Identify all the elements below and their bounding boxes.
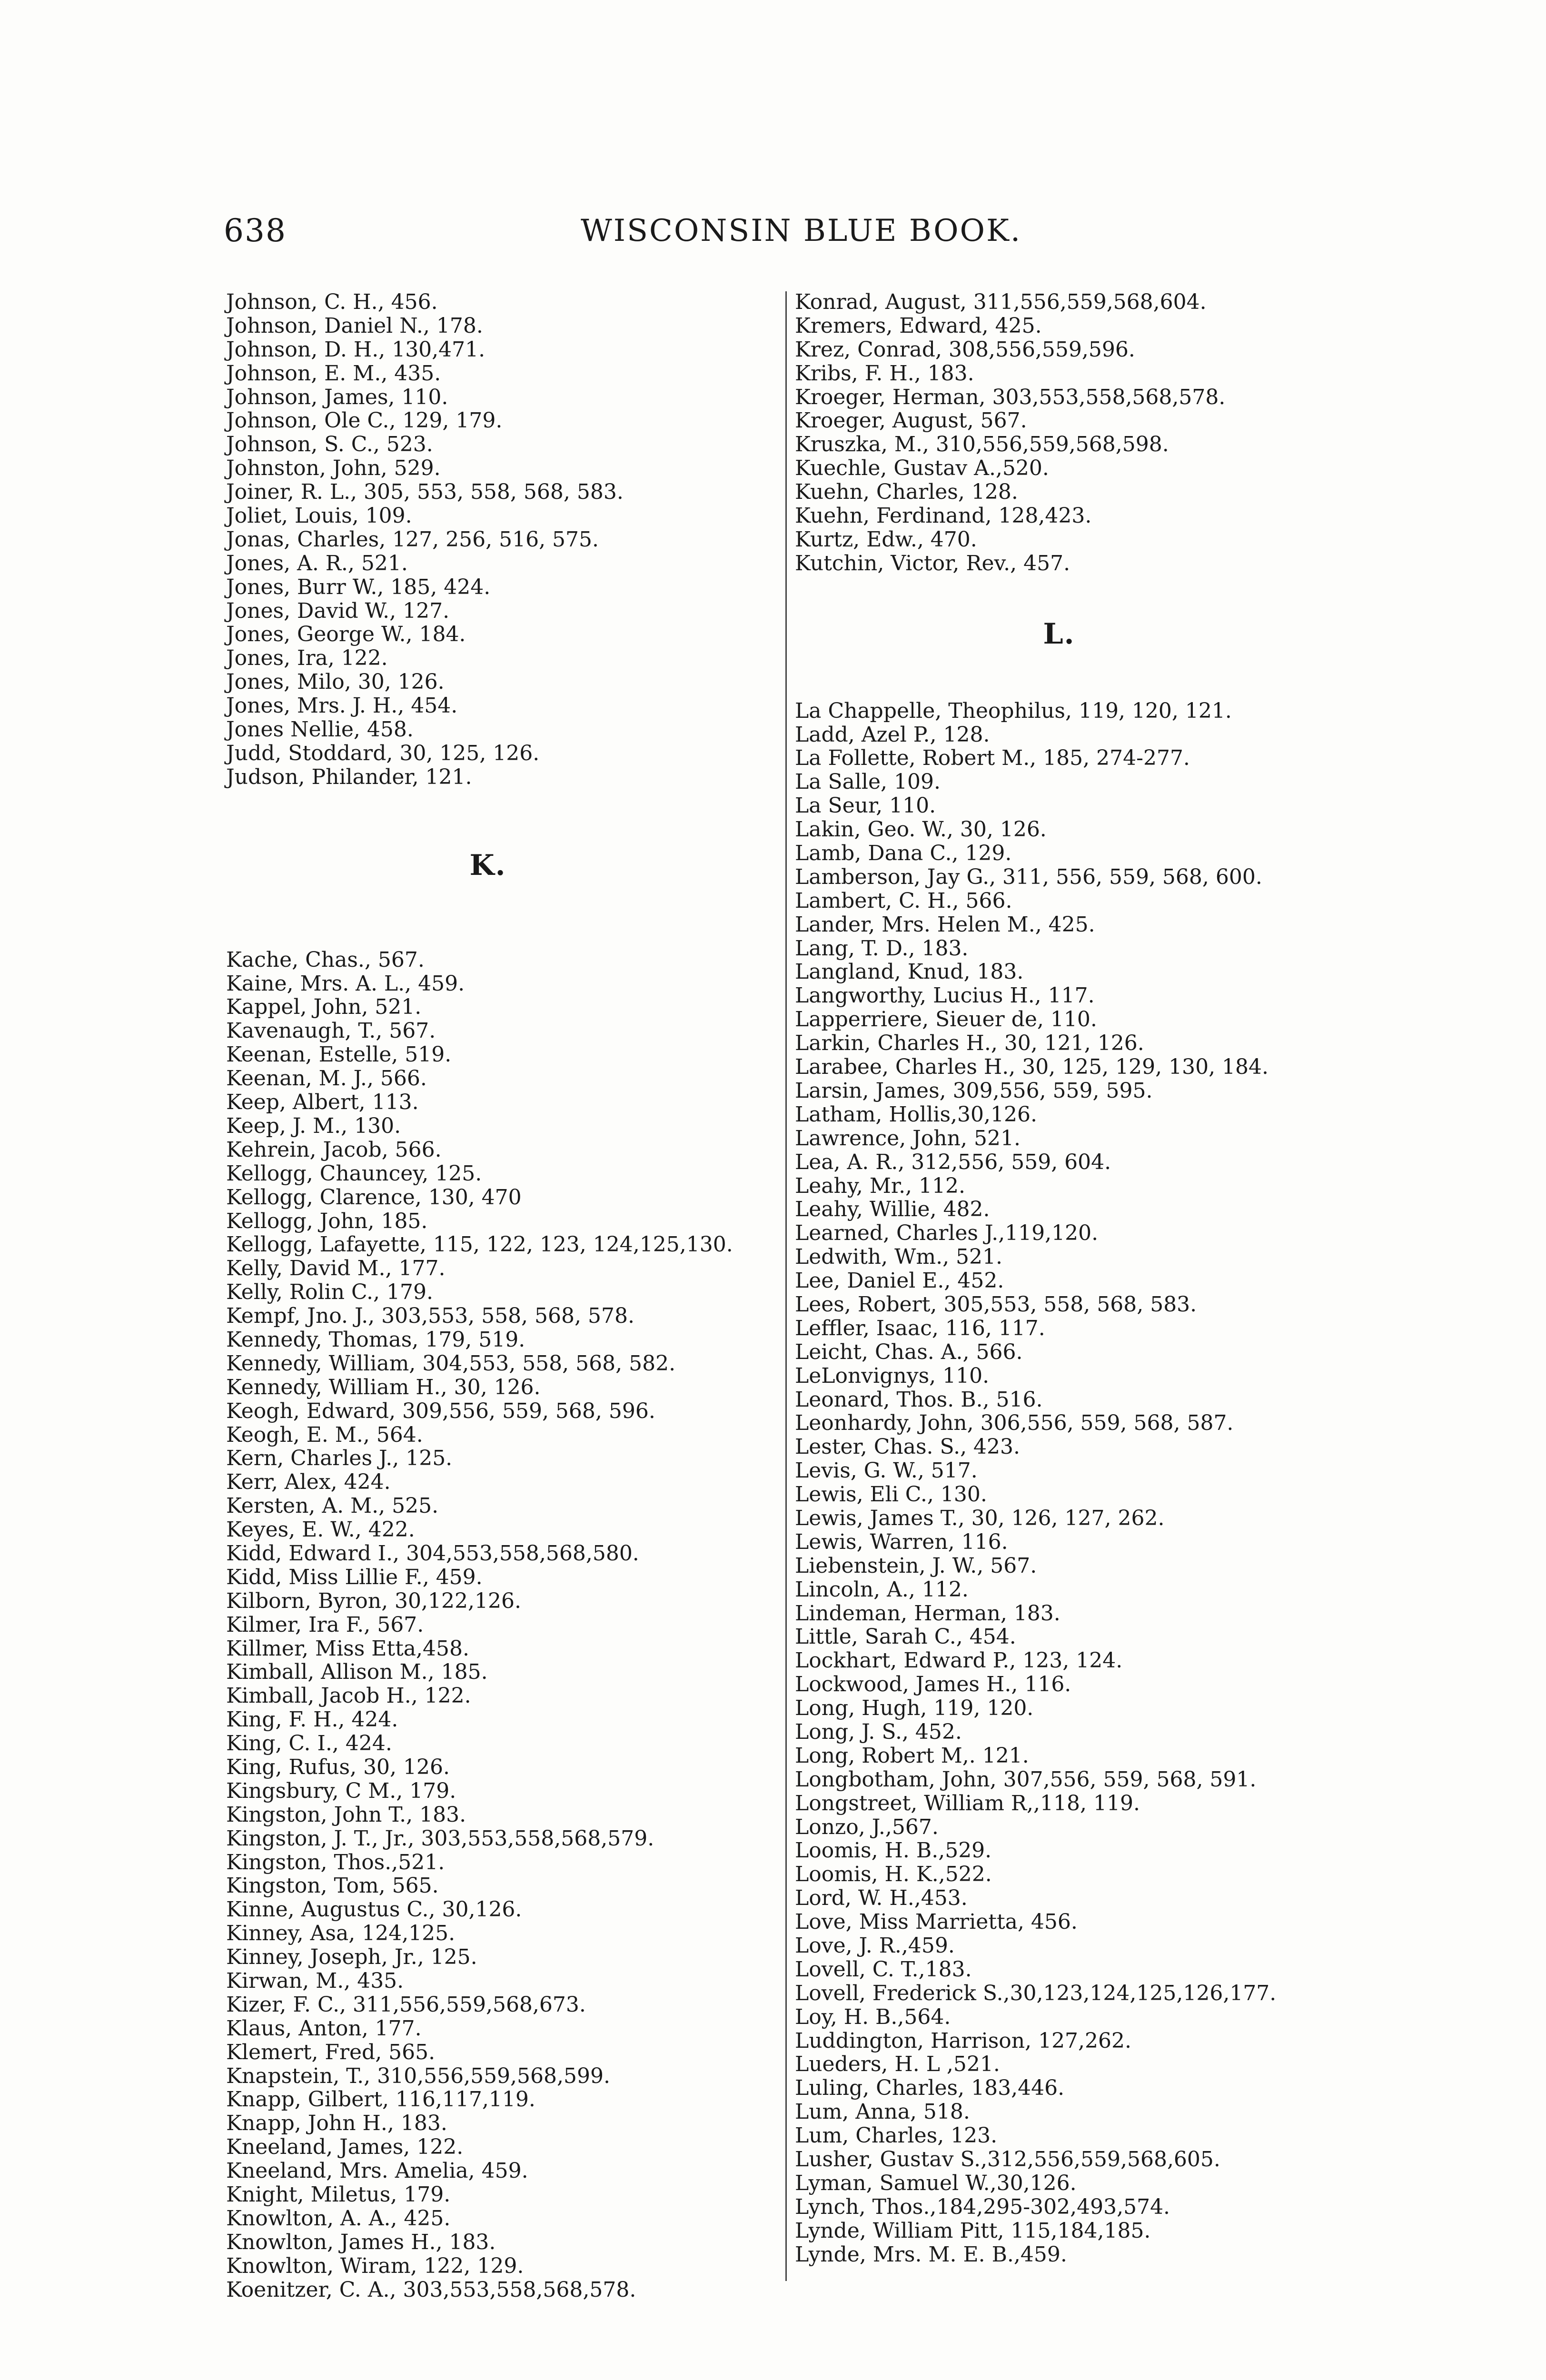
index-entry: LeLonvignys, 110. (795, 1363, 990, 1388)
index-entry: Kellogg, Lafayette, 115, 122, 123, 124,125,130. (226, 1232, 733, 1257)
index-entry: Loomis, H. K.,522. (795, 1862, 992, 1887)
index-entry: Levis, G. W., 517. (795, 1458, 978, 1483)
index-entry: Johnson, Daniel N., 178. (226, 313, 483, 338)
index-entry: Kelly, Rolin C., 179. (226, 1280, 433, 1305)
index-entry: Larabee, Charles H., 30, 125, 129, 130, 184. (795, 1055, 1269, 1080)
page-header (224, 209, 1271, 252)
index-entry: Kinne, Augustus C., 30,126. (226, 1897, 522, 1922)
index-entry: Kribs, F. H., 183. (795, 361, 974, 386)
index-entry: Leicht, Chas. A., 566. (795, 1339, 1023, 1364)
index-entry: Lyman, Samuel W.,30,126. (795, 2171, 1077, 2195)
index-entry: Love, Miss Marrietta, 456. (795, 1910, 1078, 1934)
index-entry: Kneeland, James, 122. (226, 2135, 464, 2160)
index-entry: Lewis, Eli C., 130. (795, 1482, 987, 1507)
index-entry: Keep, J. M., 130. (226, 1113, 401, 1138)
index-entry: Kempf, Jno. J., 303,553, 558, 568, 578. (226, 1304, 634, 1329)
index-entry: Keep, Albert, 113. (226, 1090, 419, 1115)
index-entry: Klemert, Fred, 565. (226, 2040, 436, 2064)
index-entry: Johnson, D. H., 130,471. (226, 337, 486, 362)
index-entry: Lockhart, Edward P., 123, 124. (795, 1648, 1123, 1673)
index-entry: Kingsbury, C M., 179. (226, 1778, 456, 1803)
index-entry: Jonas, Charles, 127, 256, 516, 575. (226, 527, 599, 552)
index-entry: Kizer, F. C., 311,556,559,568,673. (226, 1992, 586, 2017)
index-entry: Kehrein, Jacob, 566. (226, 1137, 442, 1162)
index-entry: Lee, Daniel E., 452. (795, 1269, 1004, 1293)
index-entry: Lonzo, J.,567. (795, 1815, 939, 1839)
j-entries (226, 290, 773, 789)
index-entry: Joliet, Louis, 109. (226, 504, 412, 528)
index-entry: Lamberson, Jay G., 311, 556, 559, 568, 600. (795, 864, 1262, 889)
index-entry: Kerr, Alex, 424. (226, 1470, 391, 1495)
index-entry: Joiner, R. L., 305, 553, 558, 568, 583. (226, 480, 624, 505)
index-entry: Ladd, Azel P., 128. (795, 722, 990, 747)
index-entry: Kilmer, Ira F., 567. (226, 1612, 424, 1637)
index-entry: Knowlton, James H., 183. (226, 2230, 496, 2254)
index-entry: Johnson, James, 110. (226, 385, 448, 409)
index-entry: Kuehn, Ferdinand, 128,423. (795, 504, 1092, 528)
index-entry: Kelly, David M., 177. (226, 1256, 446, 1281)
index-entry: Kache, Chas., 567. (226, 947, 425, 972)
index-entry: Leonard, Thos. B., 516. (795, 1387, 1043, 1412)
index-entry: Jones, Ira, 122. (226, 646, 388, 671)
index-entry: La Follette, Robert M., 185, 274-277. (795, 746, 1190, 771)
index-entry: La Chappelle, Theophilus, 119, 120, 121. (795, 698, 1232, 723)
index-entry: Keogh, E. M., 564. (226, 1422, 423, 1447)
l-entries (795, 699, 1342, 2267)
index-entry: Kavenaugh, T., 567. (226, 1019, 436, 1043)
index-entry: Kellogg, John, 185. (226, 1209, 428, 1233)
index-entry: Jones, Mrs. J. H., 454. (226, 694, 458, 718)
index-entry: Kellogg, Clarence, 130, 470 (226, 1185, 522, 1210)
index-entry: Lynch, Thos.,184,295-302,493,574. (795, 2194, 1170, 2219)
index-entry: Keyes, E. W., 422. (226, 1517, 415, 1542)
index-entry: Krez, Conrad, 308,556,559,596. (795, 337, 1135, 362)
index-entry: Knapp, Gilbert, 116,117,119. (226, 2087, 535, 2112)
index-entry: King, Rufus, 30, 126. (226, 1755, 450, 1779)
index-entry: Johnson, Ole C., 129, 179. (226, 408, 503, 433)
index-entry: Lindeman, Herman, 183. (795, 1601, 1060, 1626)
index-entry: Knowlton, A. A., 425. (226, 2206, 451, 2231)
index-entry: Johnson, S. C., 523. (226, 432, 433, 457)
index-entry: Luddington, Harrison, 127,262. (795, 2028, 1132, 2053)
index-entry: Long, Robert M,. 121. (795, 1743, 1029, 1768)
index-entry: Luling, Charles, 183,446. (795, 2076, 1065, 2101)
index-entry: Larsin, James, 309,556, 559, 595. (795, 1078, 1153, 1103)
index-entry: Jones, Burr W., 185, 424. (226, 575, 491, 599)
index-entry: Lord, W. H.,453. (795, 1886, 968, 1911)
index-entry: Longbotham, John, 307,556, 559, 568, 591. (795, 1767, 1257, 1792)
index-entry: Lewis, James T., 30, 126, 127, 262. (795, 1506, 1165, 1530)
index-entry: Kurtz, Edw., 470. (795, 527, 977, 552)
index-entry: Kroeger, August, 567. (795, 408, 1027, 433)
index-entry: Lea, A. R., 312,556, 559, 604. (795, 1150, 1111, 1174)
index-entry: Kingston, John T., 183. (226, 1802, 466, 1827)
index-entry: Liebenstein, J. W., 567. (795, 1553, 1037, 1578)
index-entry: Learned, Charles J.,119,120. (795, 1221, 1099, 1246)
index-entry: Lynde, Mrs. M. E. B.,459. (795, 2242, 1067, 2267)
index-entry: Little, Sarah C., 454. (795, 1625, 1016, 1649)
index-entry: Kuechle, Gustav A.,520. (795, 456, 1049, 481)
index-entry: Jones, George W., 184. (226, 622, 466, 647)
index-entry: Kinney, Joseph, Jr., 125. (226, 1945, 477, 1970)
index-entry: Kremers, Edward, 425. (795, 313, 1042, 338)
index-entry: Jones, Milo, 30, 126. (226, 670, 445, 694)
index-entry: Latham, Hollis,30,126. (795, 1102, 1037, 1127)
index-entry: Leffler, Isaac, 116, 117. (795, 1316, 1045, 1340)
index-entry: Kuehn, Charles, 128. (795, 480, 1018, 505)
index-entry: Kingston, J. T., Jr., 303,553,558,568,579. (226, 1826, 654, 1851)
index-entry: King, C. I., 424. (226, 1731, 392, 1756)
index-entry: Judson, Philander, 121. (226, 764, 472, 789)
index-entry: Kruszka, M., 310,556,559,568,598. (795, 432, 1169, 457)
page-number: 638 (224, 212, 287, 249)
right-column (795, 290, 1342, 2266)
index-entry: Lueders, H. L ,521. (795, 2052, 1000, 2077)
index-entry: Kidd, Edward I., 304,553,558,568,580. (226, 1541, 639, 1566)
index-entry: King, F. H., 424. (226, 1707, 398, 1732)
index-entry: Langland, Knud, 183. (795, 960, 1024, 984)
index-entry: Leahy, Mr., 112. (795, 1173, 965, 1198)
index-entry: Kneeland, Mrs. Amelia, 459. (226, 2159, 528, 2183)
index-entry: Lusher, Gustav S.,312,556,559,568,605. (795, 2147, 1220, 2172)
index-entry: Jones, A. R., 521. (226, 551, 408, 575)
index-entry: Knowlton, Wiram, 122, 129. (226, 2253, 524, 2278)
index-entry: Kimball, Allison M., 185. (226, 1660, 488, 1685)
index-entry: Leahy, Willie, 482. (795, 1197, 990, 1222)
index-entry: Lum, Charles, 123. (795, 2123, 998, 2148)
index-entry: Kingston, Thos.,521. (226, 1850, 445, 1874)
index-entry: Johnson, C. H., 456. (226, 290, 438, 314)
index-entry: Lamb, Dana C., 129. (795, 841, 1012, 866)
index-entry: Lander, Mrs. Helen M., 425. (795, 912, 1095, 937)
index-entry: Killmer, Miss Etta,458. (226, 1636, 469, 1661)
index-entry: Lovell, C. T.,183. (795, 1957, 972, 1982)
index-entry: Johnston, John, 529. (226, 456, 441, 481)
index-entry: Knight, Miletus, 179. (226, 2182, 451, 2207)
index-entry: Kennedy, William, 304,553, 558, 568, 582. (226, 1351, 676, 1376)
index-entry: Kaine, Mrs. A. L., 459. (226, 971, 465, 996)
index-entry: Lees, Robert, 305,553, 558, 568, 583. (795, 1292, 1197, 1317)
index-entry: Lynde, William Pitt, 115,184,185. (795, 2218, 1151, 2243)
section-heading-k: K. (469, 848, 506, 882)
index-entry: Kellogg, Chauncey, 125. (226, 1161, 482, 1186)
index-entry: Lakin, Geo. W., 30, 126. (795, 817, 1047, 842)
index-entry: Kutchin, Victor, Rev., 457. (795, 551, 1070, 575)
running-title: WISCONSIN BLUE BOOK. (581, 213, 1022, 248)
k-entries (226, 948, 773, 2302)
index-entry: Lawrence, John, 521. (795, 1126, 1021, 1150)
index-entry: Knapstein, T., 310,556,559,568,599. (226, 2063, 610, 2088)
index-entry: Kern, Charles J., 125. (226, 1446, 453, 1471)
column-divider (785, 291, 787, 2281)
index-entry: Loomis, H. B.,529. (795, 1838, 992, 1863)
index-entry: Kirwan, M., 435. (226, 1969, 404, 1993)
index-entry: Lang, T. D., 183. (795, 936, 969, 961)
index-entry: Kappel, John, 521. (226, 995, 422, 1020)
index-entry: Keenan, M. J., 566. (226, 1066, 427, 1091)
index-entry: Langworthy, Lucius H., 117. (795, 983, 1095, 1008)
index-entry: Kinney, Asa, 124,125. (226, 1921, 456, 1946)
index-entry: Jones, David W., 127. (226, 598, 450, 623)
left-column (226, 290, 773, 2301)
index-entry: Long, J. S., 452. (795, 1719, 962, 1744)
index-entry: Kidd, Miss Lillie F., 459. (226, 1565, 483, 1589)
index-entry: Ledwith, Wm., 521. (795, 1245, 1003, 1269)
index-entry: Kilborn, Byron, 30,122,126. (226, 1588, 521, 1613)
index-entry: Lum, Anna, 518. (795, 2100, 970, 2124)
index-entry: Konrad, August, 311,556,559,568,604. (795, 290, 1207, 314)
index-entry: Keenan, Estelle, 519. (226, 1042, 452, 1067)
index-entry: Knapp, John H., 183. (226, 2111, 447, 2136)
index-entry: La Seur, 110. (795, 793, 936, 818)
section-heading-l: L. (1043, 617, 1075, 651)
index-entry: Love, J. R.,459. (795, 1934, 955, 1958)
index-entry: Klaus, Anton, 177. (226, 2016, 422, 2041)
index-entry: Keogh, Edward, 309,556, 559, 568, 596. (226, 1398, 655, 1423)
index-entry: Kersten, A. M., 525. (226, 1494, 439, 1518)
index-entry: Koenitzer, C. A., 303,553,558,568,578. (226, 2277, 636, 2302)
index-entry: Long, Hugh, 119, 120. (795, 1696, 1034, 1721)
index-entry: Lovell, Frederick S.,30,123,124,125,126,177. (795, 1981, 1277, 2005)
index-entry: Lincoln, A., 112. (795, 1577, 969, 1602)
index-entry: Lapperriere, Sieuer de, 110. (795, 1007, 1097, 1032)
k-entries-continued (795, 290, 1342, 575)
index-entry: Kingston, Tom, 565. (226, 1874, 439, 1898)
index-entry: Leonhardy, John, 306,556, 559, 568, 587. (795, 1411, 1234, 1436)
index-entry: Jones Nellie, 458. (226, 717, 414, 742)
index-entry: Kennedy, William H., 30, 126. (226, 1375, 541, 1399)
index-entry: Kroeger, Herman, 303,553,558,568,578. (795, 385, 1226, 409)
index-entry: Loy, H. B.,564. (795, 2004, 951, 2029)
index-entry: Lewis, Warren, 116. (795, 1529, 1008, 1554)
index-entry: Larkin, Charles H., 30, 121, 126. (795, 1031, 1144, 1056)
index-entry: Lester, Chas. S., 423. (795, 1435, 1021, 1459)
index-entry: La Salle, 109. (795, 770, 941, 794)
index-entry: Lockwood, James H., 116. (795, 1672, 1071, 1697)
index-entry: Longstreet, William R,,118, 119. (795, 1791, 1140, 1815)
index-entry: Lambert, C. H., 566. (795, 888, 1012, 913)
index-entry: Kennedy, Thomas, 179, 519. (226, 1327, 525, 1352)
index-entry: Judd, Stoddard, 30, 125, 126. (226, 741, 540, 765)
index-entry: Kimball, Jacob H., 122. (226, 1684, 471, 1708)
index-entry: Johnson, E. M., 435. (226, 361, 441, 386)
